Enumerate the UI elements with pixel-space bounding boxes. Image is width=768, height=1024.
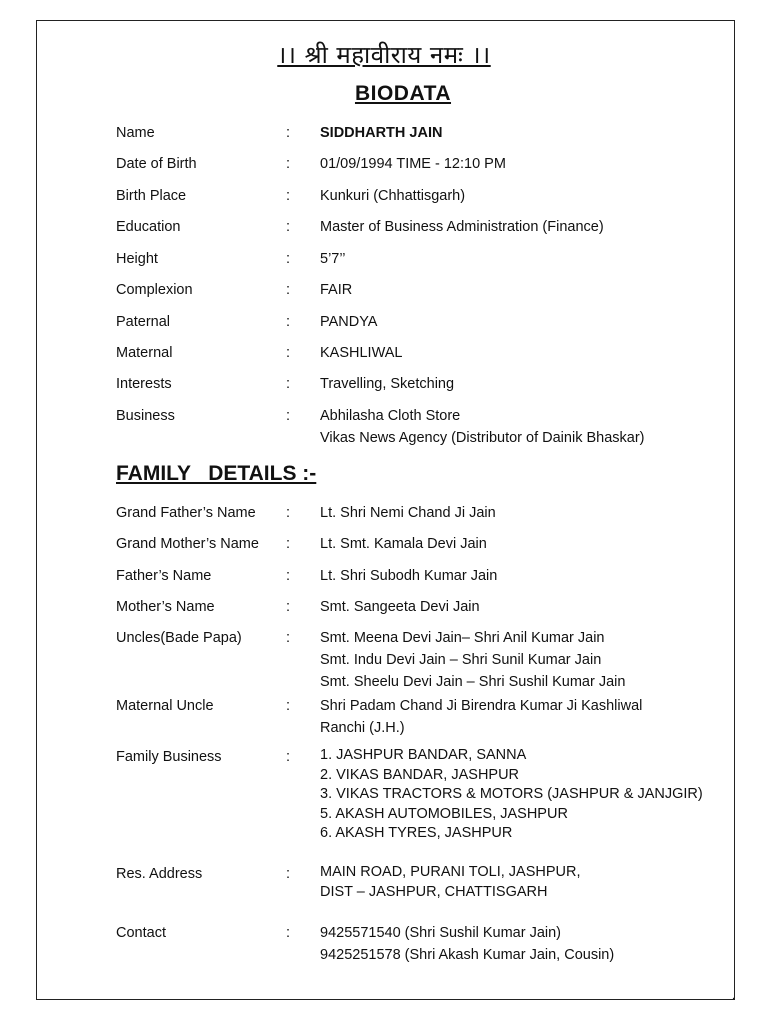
- detail-value: [320, 122, 442, 144]
- detail-colon: :: [286, 866, 291, 882]
- detail-label: Maternal: [116, 345, 173, 361]
- detail-colon: :: [286, 125, 291, 141]
- detail-value-line: Shri Padam Chand Ji Birendra Kumar Ji Kashliwal: [320, 698, 643, 714]
- detail-value-line: Smt. Sheelu Devi Jain – Shri Sushil Kumar Jain: [320, 674, 626, 690]
- detail-label: Father’s Name: [116, 568, 212, 584]
- detail-colon: :: [286, 188, 291, 204]
- detail-value-line: Lt. Shri Subodh Kumar Jain: [320, 568, 498, 584]
- detail-value: [320, 405, 645, 449]
- detail-value-line: Travelling, Sketching: [320, 376, 455, 392]
- detail-label: Family Business: [116, 749, 222, 765]
- detail-value-line: Master of Business Administration (Finance): [320, 219, 604, 235]
- detail-value: [320, 153, 506, 175]
- detail-label: Res. Address: [116, 866, 203, 882]
- detail-colon: :: [286, 536, 291, 552]
- detail-value: [320, 596, 480, 618]
- invocation-heading: ।। श्री महावीराय नमः ।।: [277, 41, 491, 69]
- detail-colon: :: [286, 408, 291, 424]
- page-corner-mark: .: [731, 991, 735, 1002]
- detail-value-line: 2. VIKAS BANDAR, JASHPUR: [320, 766, 520, 783]
- detail-value-line: Vikas News Agency (Distributor of Dainik Bhaskar): [320, 430, 645, 446]
- detail-value: [320, 565, 497, 587]
- detail-value-line: 9425571540 (Shri Sushil Kumar Jain): [320, 925, 561, 941]
- detail-value: [320, 311, 377, 333]
- detail-value-line: 5. AKASH AUTOMOBILES, JASHPUR: [320, 805, 568, 822]
- detail-value-line: Kunkuri (Chhattisgarh): [320, 188, 466, 204]
- detail-value-line: 01/09/1994 TIME - 12:10 PM: [320, 156, 506, 172]
- detail-colon: :: [286, 568, 291, 584]
- detail-value: [320, 863, 581, 902]
- detail-colon: :: [286, 251, 291, 267]
- detail-colon: :: [286, 599, 291, 615]
- detail-label: Business: [116, 408, 175, 424]
- detail-label: Grand Father’s Name: [116, 505, 256, 521]
- detail-label: Complexion: [116, 282, 193, 298]
- detail-value: [320, 279, 352, 301]
- detail-label: Height: [116, 251, 158, 267]
- detail-value-line: 9425251578 (Shri Akash Kumar Jain, Cousin): [320, 947, 615, 963]
- detail-colon: :: [286, 345, 291, 361]
- detail-value-line: 6. AKASH TYRES, JASHPUR: [320, 825, 513, 841]
- detail-label: Education: [116, 219, 181, 235]
- detail-value-line: DIST – JASHPUR, CHATTISGARH: [320, 883, 548, 900]
- detail-label: Grand Mother’s Name: [116, 536, 259, 552]
- detail-value: [320, 216, 604, 238]
- detail-value-line: PANDYA: [320, 314, 378, 330]
- detail-label: Mother’s Name: [116, 599, 215, 615]
- detail-value-line: 1. JASHPUR BANDAR, SANNA: [320, 747, 527, 763]
- detail-label: Maternal Uncle: [116, 698, 214, 714]
- detail-value-line: SIDDHARTH JAIN: [320, 125, 443, 141]
- detail-value: [320, 746, 703, 844]
- detail-value-line: FAIR: [320, 282, 353, 298]
- detail-colon: :: [286, 376, 291, 392]
- detail-value-line: Smt. Sangeeta Devi Jain: [320, 599, 480, 615]
- detail-label: Interests: [116, 376, 172, 392]
- detail-colon: :: [286, 925, 291, 941]
- detail-value: [320, 922, 614, 966]
- detail-label: Uncles(Bade Papa): [116, 630, 242, 646]
- detail-label: Birth Place: [116, 188, 187, 204]
- detail-value-line: MAIN ROAD, PURANI TOLI, JASHPUR,: [320, 864, 581, 880]
- detail-value: [320, 248, 346, 270]
- detail-value-line: Lt. Smt. Kamala Devi Jain: [320, 536, 487, 552]
- detail-value-line: 3. VIKAS TRACTORS & MOTORS (JASHPUR & JANJGIR): [320, 786, 703, 802]
- detail-value-line: Ranchi (J.H.): [320, 720, 405, 736]
- detail-value: [320, 627, 625, 693]
- detail-value: [320, 185, 465, 207]
- detail-value-line: Abhilasha Cloth Store: [320, 408, 461, 424]
- detail-value-line: Smt. Meena Devi Jain– Shri Anil Kumar Jain: [320, 630, 605, 646]
- detail-label: Date of Birth: [116, 156, 197, 172]
- detail-colon: :: [286, 630, 291, 646]
- detail-colon: :: [286, 505, 291, 521]
- detail-label: Name: [116, 125, 155, 141]
- detail-colon: :: [286, 314, 291, 330]
- detail-value: [320, 373, 454, 395]
- family-details-title: FAMILY DETAILS :-: [116, 462, 317, 485]
- document-title: BIODATA: [354, 82, 452, 105]
- detail-value: [320, 342, 402, 364]
- detail-colon: :: [286, 749, 291, 765]
- detail-value-line: Smt. Indu Devi Jain – Shri Sunil Kumar Jain: [320, 652, 602, 668]
- detail-colon: :: [286, 219, 291, 235]
- detail-label: Paternal: [116, 314, 171, 330]
- detail-value: [320, 502, 496, 524]
- detail-value: [320, 533, 487, 555]
- detail-value: [320, 695, 642, 739]
- detail-label: Contact: [116, 925, 166, 941]
- detail-value-line: 5’7’’: [320, 251, 346, 267]
- detail-colon: :: [286, 698, 291, 714]
- detail-value-line: Lt. Shri Nemi Chand Ji Jain: [320, 505, 496, 521]
- detail-value-line: KASHLIWAL: [320, 345, 403, 361]
- detail-colon: :: [286, 282, 291, 298]
- detail-colon: :: [286, 156, 291, 172]
